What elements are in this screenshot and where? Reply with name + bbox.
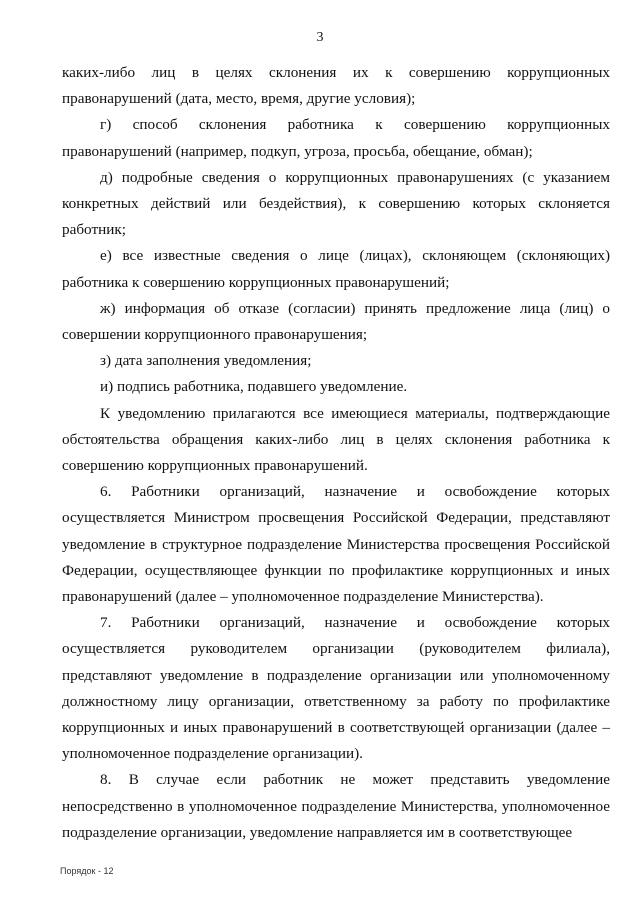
paragraph-section-8: 8. В случае если работник не может представить уведомление непосредственно в уполномоченное подразделение Министерства, уполномоченное подразделение организации, уведомление направляется им в соответствующее (62, 771, 610, 841)
paragraph-section-7: 7. Работники организаций, назначение и освобождение которых осуществляется руководителем организации (руководителем филиала), представляют уведомление в подразделение организации или уполномоченному должностному лицу организации, ответственному за работу по профилактике коррупционных и иных правонарушений в соответствующей организации (далее – уполномоченное подразделение организации). (62, 614, 610, 763)
paragraph-attachments: К уведомлению прилагаются все имеющиеся материалы, подтверждающие обстоятельства обращения каких-либо лиц в целях склонения работника к совершению коррупционных правонарушений. (62, 404, 610, 475)
paragraph-item-zh: ж) информация об отказе (согласии) принять предложение лица (лиц) о совершении коррупционного правонарушения; (62, 299, 610, 344)
paragraph-continuation: каких-либо лиц в целях склонения их к совершению коррупционных правонарушений (дата, место, время, другие условия); (62, 64, 610, 108)
paragraph-item-d: д) подробные сведения о коррупционных правонарушениях (с указанием конкретных действий или бездействия), к совершению которых склоняется работник; (62, 168, 610, 239)
paragraph-section-6: 6. Работники организаций, назначение и освобождение которых осуществляется Министром просвещения Российской Федерации, представляют уведомление в структурное подразделение Министерства просвещения Российской Федерации, осуществляющее функции по профилактике коррупционных и иных правонарушений (далее – уполномоченное подразделение Министерства). (62, 483, 610, 606)
document-body (62, 60, 610, 846)
paragraph-item-e: е) все известные сведения о лице (лицах), склоняющем (склоняющих) работника к совершению коррупционных правонарушений; (62, 247, 610, 291)
paragraph-item-g: г) способ склонения работника к совершению коррупционных правонарушений (например, подкуп, угроза, просьба, обещание, обман); (62, 116, 610, 160)
paragraph-item-z: з) дата заполнения уведомления; (100, 352, 312, 370)
page-number: 3 (316, 30, 324, 45)
footer-document-label: Порядок - 12 (60, 866, 114, 876)
paragraph-item-i: и) подпись работника, подавшего уведомление. (100, 378, 408, 396)
